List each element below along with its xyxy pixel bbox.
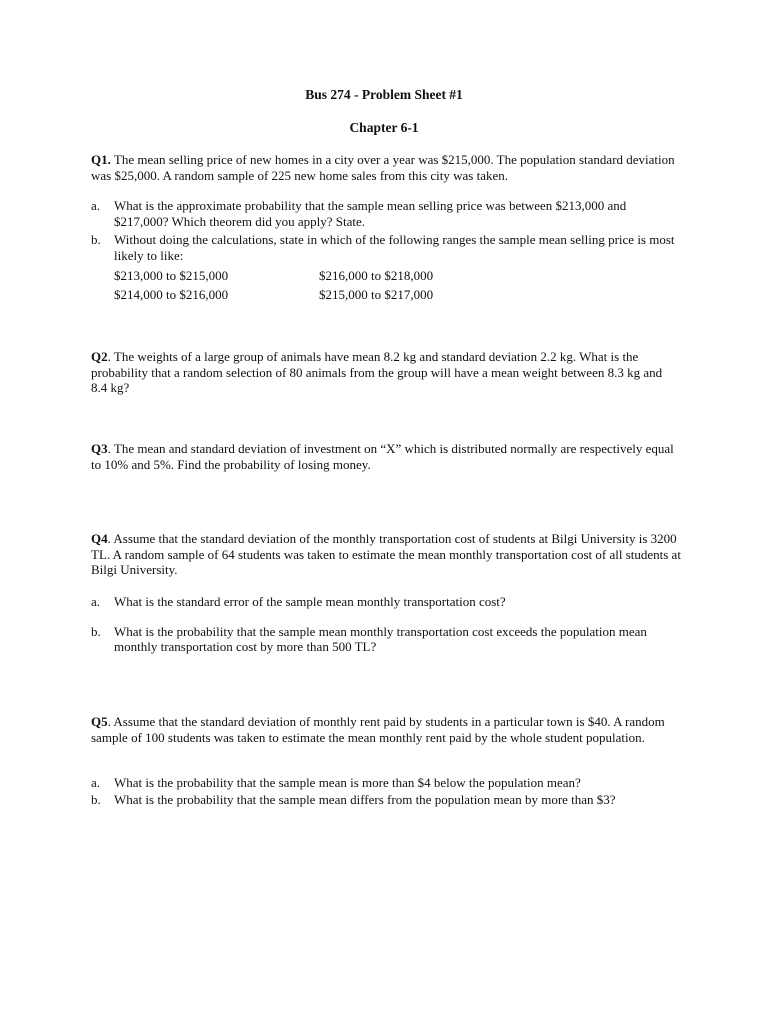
question-3-label: Q3: [91, 441, 108, 456]
question-4-items: [91, 594, 681, 655]
item-text: What is the probability that the sample mean monthly transportation cost exceeds the population mean monthly transportation cost by more than 500 TL?: [114, 623, 647, 654]
item-letter: a.: [91, 594, 101, 609]
question-2-label: Q2: [91, 349, 108, 364]
item-letter: b.: [91, 232, 101, 247]
question-5-item-b: [91, 792, 681, 808]
question-4-text: . Assume that the standard deviation of the monthly transportation cost of students at Bilgi University is 3200 TL. A random sample of 64 students was taken to estimate the mean monthly transportation cost of all students at Bilgi University.: [91, 531, 681, 577]
question-5-items: [91, 775, 681, 807]
range-row: [114, 268, 534, 284]
question-1-item-a: [91, 198, 681, 229]
question-4-item-b: [91, 624, 681, 655]
question-4-item-a: [91, 594, 681, 610]
range-option: $215,000 to $217,000: [319, 286, 434, 302]
question-4: [91, 531, 681, 578]
question-1-label: Q1.: [91, 152, 111, 167]
item-letter: a.: [91, 198, 101, 213]
range-option: $213,000 to $215,000: [114, 268, 229, 283]
range-option: $214,000 to $216,000: [114, 286, 229, 302]
question-5-item-a: [91, 775, 681, 791]
item-text: Without doing the calculations, state in which of the following ranges the sample mean selling price is most likely to like:: [114, 232, 675, 263]
range-options: [114, 268, 534, 302]
chapter-heading: Chapter 6-1: [349, 120, 419, 135]
item-letter: a.: [91, 775, 101, 790]
question-5-text: . Assume that the standard deviation of monthly rent paid by students in a particular town is $40. A random sample of 100 students was taken to estimate the mean monthly rent paid by the whole student population.: [91, 714, 665, 745]
range-row: [114, 287, 534, 303]
question-1: [91, 152, 681, 183]
item-letter: b.: [91, 791, 101, 807]
item-text: What is the standard error of the sample mean monthly transportation cost?: [114, 594, 506, 609]
question-3: [91, 441, 681, 472]
question-3-text: . The mean and standard deviation of investment on “X” which is distributed normally are respectively equal to 10% and 5%. Find the probability of losing money.: [91, 441, 674, 472]
question-1-item-b: [91, 232, 681, 263]
document-title: Bus 274 - Problem Sheet #1: [305, 87, 463, 102]
question-4-label: Q4: [91, 531, 108, 546]
item-text: What is the probability that the sample mean is more than $4 below the population mean?: [114, 775, 581, 790]
item-text: What is the probability that the sample mean differs from the population mean by more than $3?: [114, 791, 616, 807]
question-2-text: . The weights of a large group of animals have mean 8.2 kg and standard deviation 2.2 kg. What is the probability that a random selection of 80 animals from the group will have a mean weight between 8.3 kg and 8.4 kg?: [91, 349, 663, 395]
item-text: What is the approximate probability that the sample mean selling price was between $213,000 and $217,000? Which theorem did you apply? State.: [114, 198, 627, 229]
question-2: [91, 349, 681, 396]
question-5-label: Q5: [91, 714, 108, 729]
question-1-items: [91, 198, 681, 263]
question-5: [91, 714, 681, 745]
question-1-text: The mean selling price of new homes in a city over a year was $215,000. The population standard deviation was $25,000. A random sample of 225 new home sales from this city was taken.: [91, 152, 675, 183]
range-option: $216,000 to $218,000: [319, 268, 434, 283]
item-letter: b.: [91, 623, 101, 639]
